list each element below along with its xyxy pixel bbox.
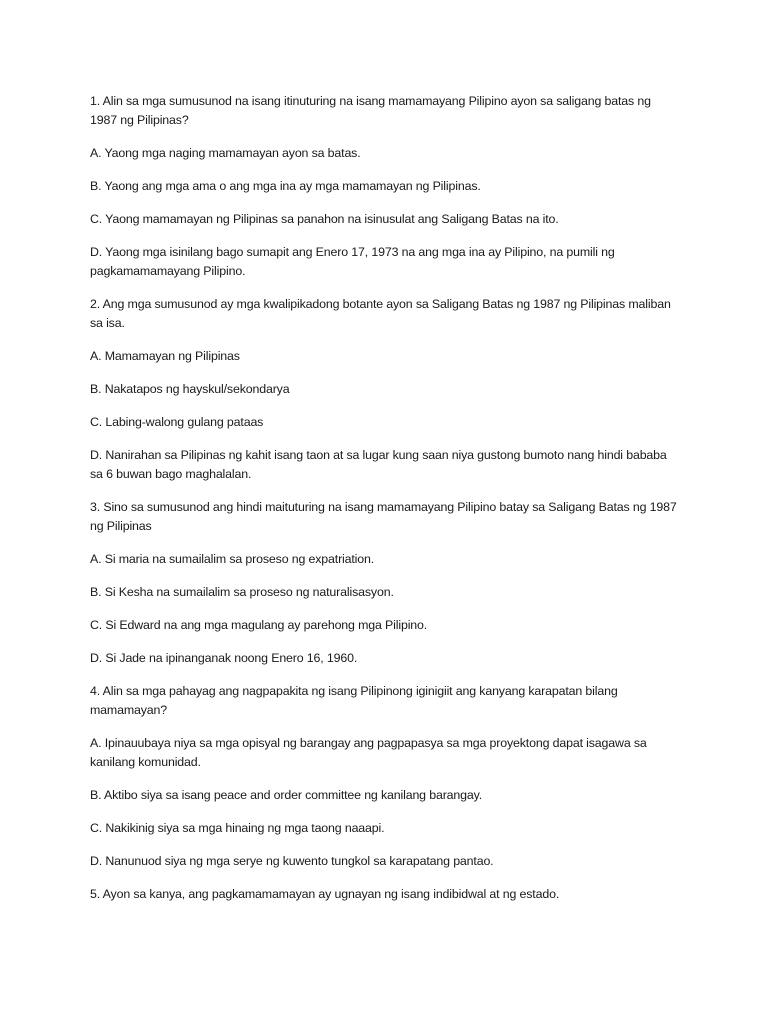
question-4-option-b: B. Aktibo siya sa isang peace and order committee ng kanilang barangay. xyxy=(90,788,483,802)
question-3-option-b: B. Si Kesha na sumailalim sa proseso ng naturalisasyon. xyxy=(90,585,394,599)
question-2-option-a: A. Mamamayan ng Pilipinas xyxy=(90,349,240,363)
document-body xyxy=(90,92,680,918)
question-1-option-b: B. Yaong ang mga ama o ang mga ina ay mga mamamayan ng Pilipinas. xyxy=(90,179,481,193)
question-1-option-a: A. Yaong mga naging mamamayan ayon sa batas. xyxy=(90,146,361,160)
question-4-option-d: D. Nanunuod siya ng mga serye ng kuwento tungkol sa karapatang pantao. xyxy=(90,854,494,868)
question-2-option-c: C. Labing-walong gulang pataas xyxy=(90,415,264,429)
question-2-option-d: D. Nanirahan sa Pilipinas ng kahit isang taon at sa lugar kung saan niya gustong bumoto nang hindi bababa sa 6 buwan bago maghalalan. xyxy=(90,448,667,481)
question-1-option-d: D. Yaong mga isinilang bago sumapit ang Enero 17, 1973 na ang mga ina ay Pilipino, na pumili ng pagkamamamayang Pilipino. xyxy=(90,245,615,278)
question-4-option-c: C. Nakikinig siya sa mga hinaing ng mga taong naaapi. xyxy=(90,821,385,835)
question-4-option-a: A. Ipinauubaya niya sa mga opisyal ng barangay ang pagpapasya sa mga proyektong dapat isagawa sa kanilang komunidad. xyxy=(90,736,647,769)
question-3-option-a: A. Si maria na sumailalim sa proseso ng expatriation. xyxy=(90,552,375,566)
question-1: 1. Alin sa mga sumusunod na isang itinuturing na isang mamamayang Pilipino ayon sa saligang batas ng 1987 ng Pilipinas? xyxy=(90,94,651,127)
question-4: 4. Alin sa mga pahayag ang nagpapakita ng isang Pilipinong iginigiit ang kanyang karapatan bilang mamamayan? xyxy=(90,684,618,717)
question-2: 2. Ang mga sumusunod ay mga kwalipikadong botante ayon sa Saligang Batas ng 1987 ng Pilipinas maliban sa isa. xyxy=(90,297,671,330)
question-1-option-c: C. Yaong mamamayan ng Pilipinas sa panahon na isinusulat ang Saligang Batas na ito. xyxy=(90,212,559,226)
question-3: 3. Sino sa sumusunod ang hindi maituturing na isang mamamayang Pilipino batay sa Saligang Batas ng 1987 ng Pilipinas xyxy=(90,500,677,533)
question-5: 5. Ayon sa kanya, ang pagkamamamayan ay ugnayan ng isang indibidwal at ng estado. xyxy=(90,887,560,901)
question-3-option-c: C. Si Edward na ang mga magulang ay parehong mga Pilipino. xyxy=(90,618,428,632)
question-3-option-d: D. Si Jade na ipinanganak noong Enero 16, 1960. xyxy=(90,651,358,665)
question-2-option-b: B. Nakatapos ng hayskul/sekondarya xyxy=(90,382,290,396)
